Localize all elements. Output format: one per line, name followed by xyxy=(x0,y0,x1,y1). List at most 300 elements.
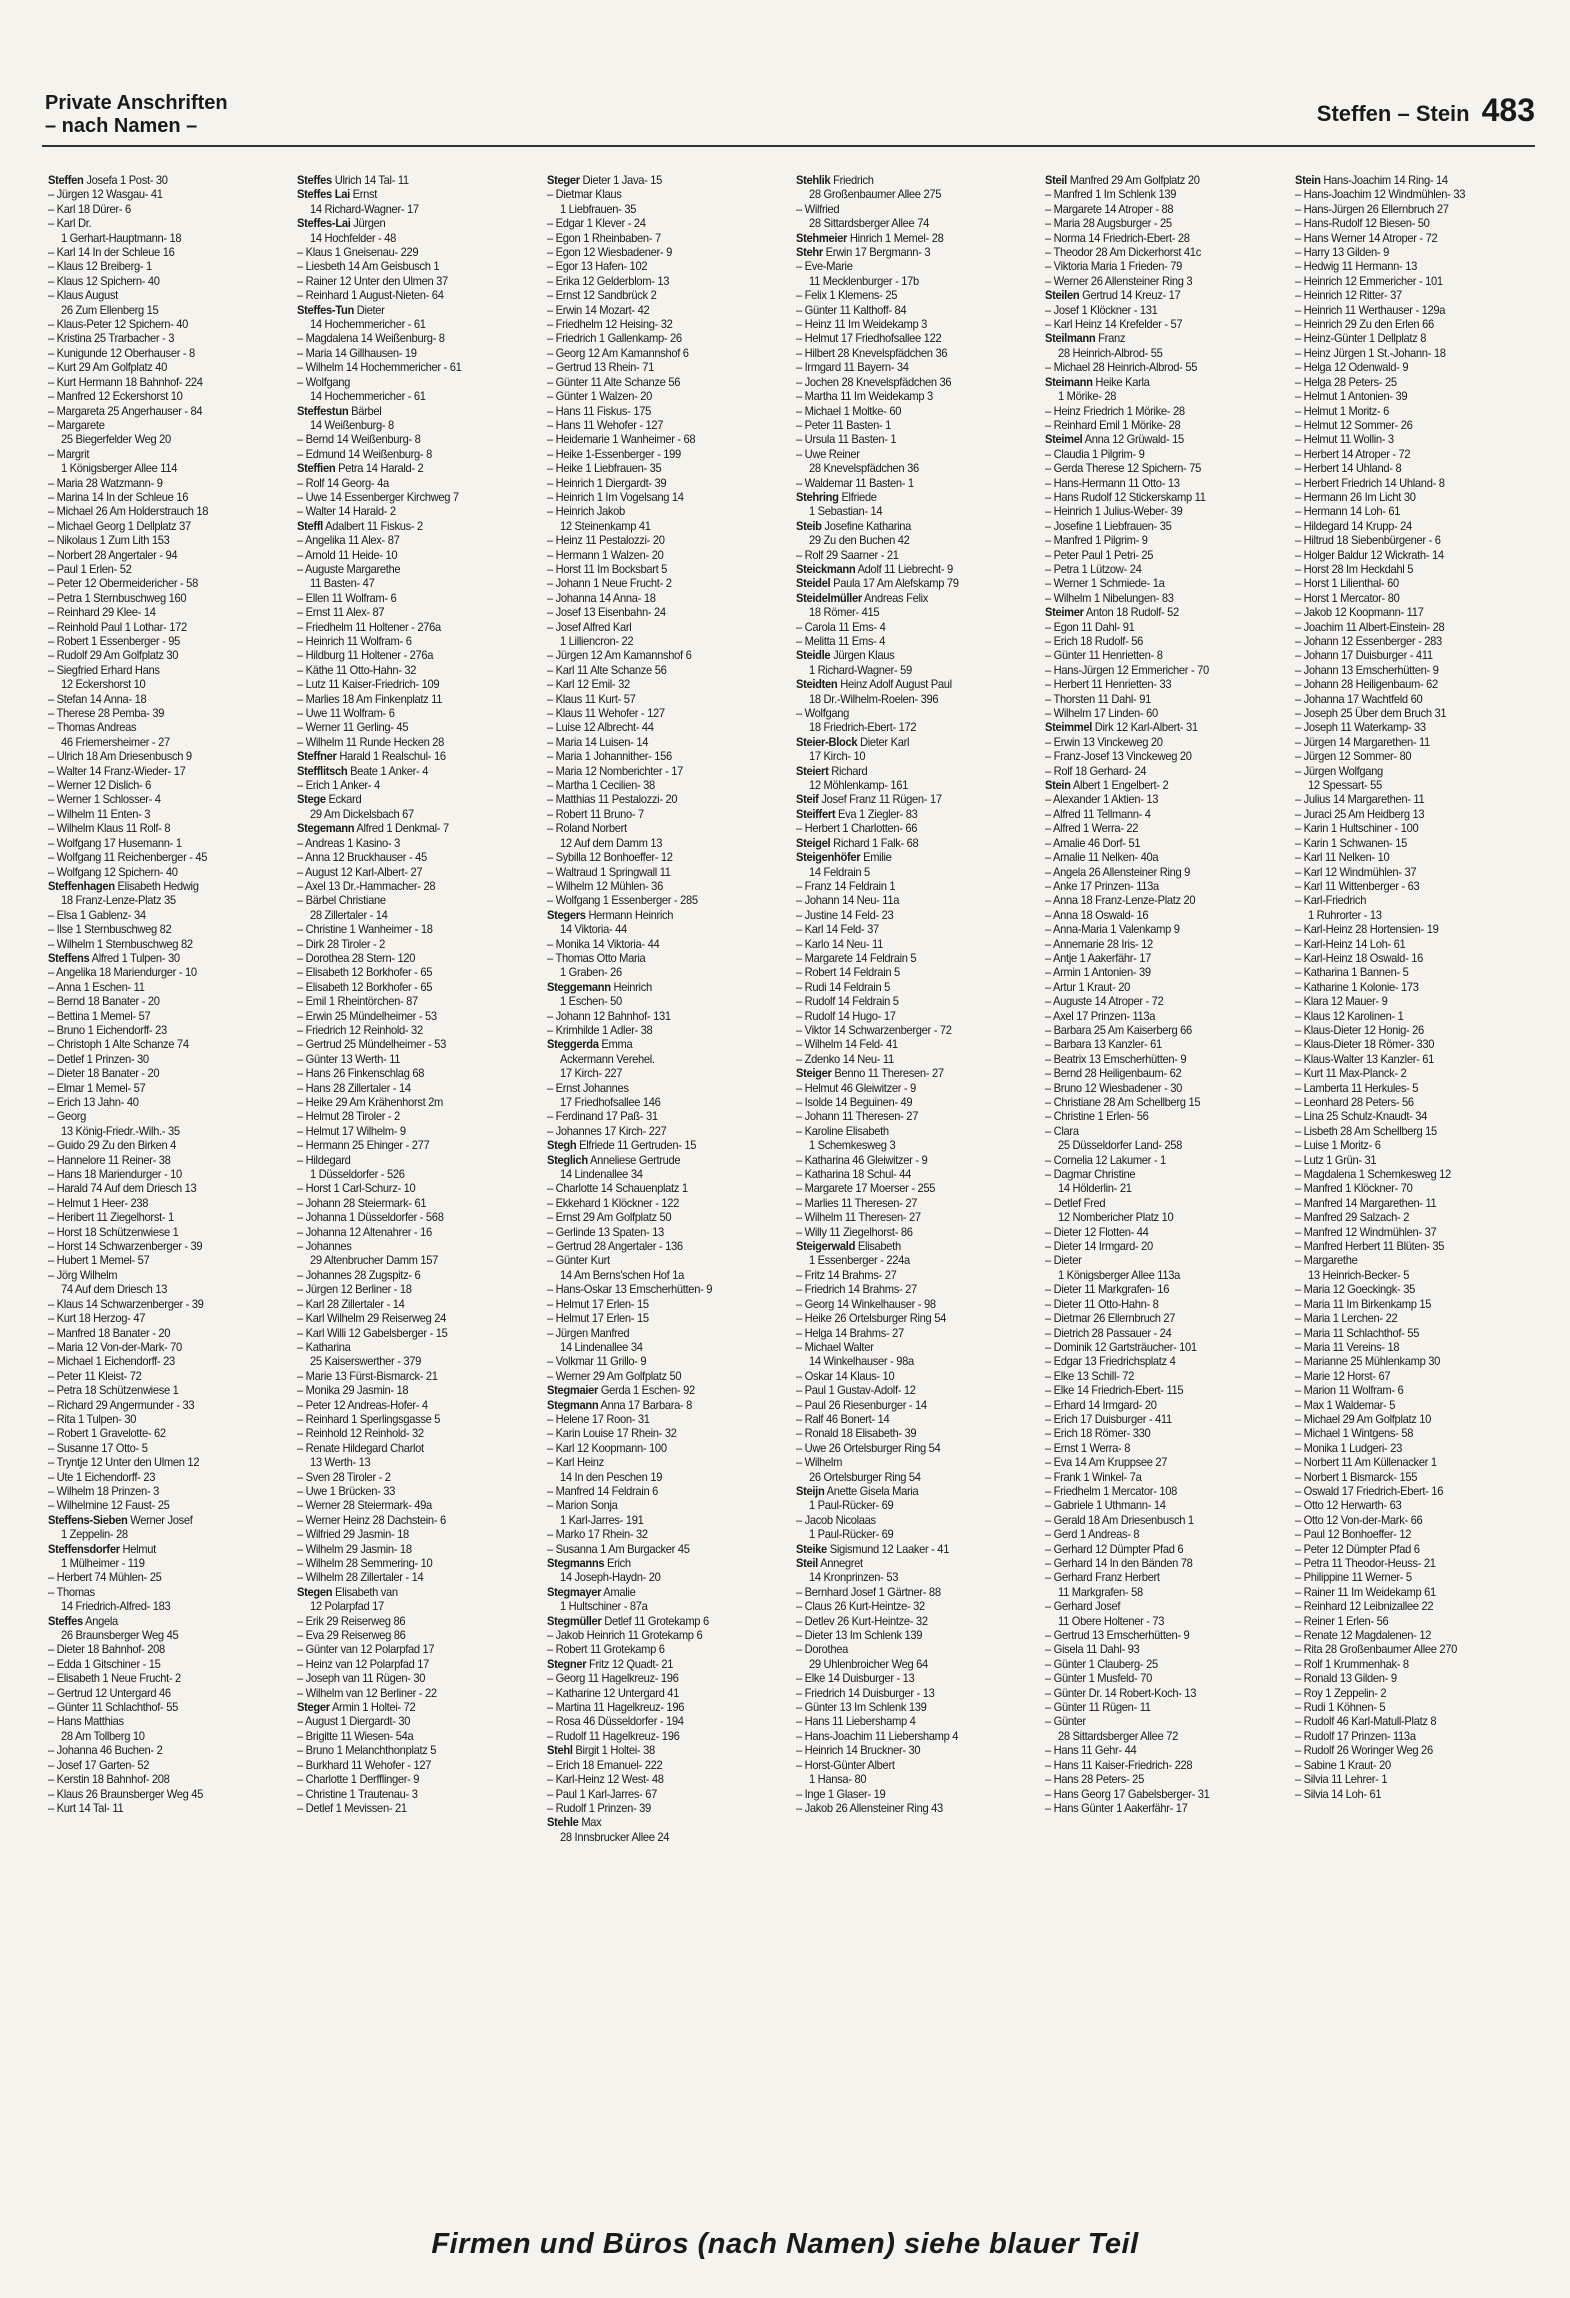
entry-text: – Amalie 46 Dorf- 51 xyxy=(1045,835,1141,850)
entry-text: Josef Franz 11 Rügen- 17 xyxy=(818,792,942,807)
directory-entry xyxy=(297,1109,523,1123)
directory-entry xyxy=(796,749,1022,763)
entry-text: – Bruno 1 Eichendorff- 23 xyxy=(48,1022,167,1037)
entry-text: – Herbert 1 Charlotten- 66 xyxy=(795,821,918,836)
directory-entry xyxy=(297,908,523,922)
surname-heading: Steglich xyxy=(546,1152,588,1167)
entry-text: – Amalie 11 Nelken- 40a xyxy=(1045,850,1159,865)
page-number: 483 xyxy=(1481,92,1535,128)
entry-text: – Hildegard 14 Krupp- 24 xyxy=(1294,518,1412,533)
directory-entry xyxy=(547,764,773,778)
directory-entry xyxy=(547,1556,773,1570)
directory-entry xyxy=(1295,749,1521,763)
directory-entry xyxy=(48,476,274,490)
directory-entry xyxy=(1295,807,1521,821)
directory-entry xyxy=(297,1340,523,1354)
directory-entry xyxy=(48,418,274,432)
entry-text: Detlef 11 Grotekamp 6 xyxy=(601,1613,709,1628)
directory-entry xyxy=(48,720,274,734)
directory-entry xyxy=(1295,1599,1521,1613)
entry-text: – Reinhard 1 Sperlingsgasse 5 xyxy=(297,1411,441,1426)
directory-entry xyxy=(1295,893,1521,907)
entry-text: – Rosa 46 Düsseldorfer - 194 xyxy=(546,1714,684,1729)
entry-text: – Gerd 1 Andreas- 8 xyxy=(1045,1527,1140,1542)
surname-heading: Steffenhagen xyxy=(48,878,115,893)
entry-text: – Bettina 1 Memel- 57 xyxy=(48,1008,151,1023)
directory-entry xyxy=(547,980,773,994)
entry-text: 11 Mecklenburger - 17b xyxy=(809,273,919,288)
directory-entry xyxy=(547,1426,773,1440)
directory-entry xyxy=(547,1570,773,1584)
entry-text: – Ernst 11 Alex- 87 xyxy=(297,605,385,620)
directory-entry xyxy=(48,749,274,763)
directory-entry xyxy=(48,1383,274,1397)
entry-text: Emma xyxy=(598,1037,633,1052)
directory-entry xyxy=(547,879,773,893)
entry-text: – Karl 14 In der Schleue 16 xyxy=(48,245,175,260)
entry-text: – Hans 11 Fiskus- 175 xyxy=(546,403,651,418)
entry-text: – Franz 14 Feldrain 1 xyxy=(795,878,896,893)
entry-text: – Peter 12 Dümpter Pfad 6 xyxy=(1294,1541,1420,1556)
directory-entry xyxy=(1045,447,1271,461)
directory-entry xyxy=(1295,922,1521,936)
directory-entry xyxy=(297,1023,523,1037)
entry-text: – Günter 11 Alte Schanze 56 xyxy=(546,374,680,389)
entry-text: – Uwe 11 Wolfram- 6 xyxy=(297,706,395,721)
directory-entry xyxy=(796,231,1022,245)
entry-text: – Krimhilde 1 Adler- 38 xyxy=(546,1022,653,1037)
surname-heading: Stein xyxy=(1294,173,1321,187)
entry-text: Hinrich 1 Memel- 28 xyxy=(847,230,944,245)
directory-entry xyxy=(796,1109,1022,1123)
directory-entry xyxy=(1045,749,1271,763)
directory-entry xyxy=(547,461,773,475)
entry-text: Dieter 1 Java- 15 xyxy=(579,173,662,187)
entry-text: – Elisabeth 12 Borkhofer - 65 xyxy=(297,979,433,994)
directory-entry xyxy=(796,1239,1022,1253)
directory-entry xyxy=(547,677,773,691)
directory-entry xyxy=(796,1787,1022,1801)
entry-text: – Wilfried 29 Jasmin- 18 xyxy=(297,1527,410,1542)
entry-text: – Maria 14 Gillhausen- 19 xyxy=(297,345,417,360)
entry-text: – Elisabeth 1 Neue Frucht- 2 xyxy=(48,1671,181,1686)
directory-entry xyxy=(48,562,274,576)
directory-entry xyxy=(297,1426,523,1440)
entry-text: – Rudolf 11 Hagelkreuz- 196 xyxy=(546,1728,680,1743)
directory-entry xyxy=(48,634,274,648)
entry-text: – Paul 1 Gustav-Adolf- 12 xyxy=(795,1383,916,1398)
directory-entry xyxy=(297,1671,523,1685)
entry-text: 18 Friedrich-Ebert- 172 xyxy=(809,720,917,735)
entry-text: – Jacob Nicolaas xyxy=(795,1512,876,1527)
directory-entry xyxy=(547,447,773,461)
entry-text: – Gerhard Josef xyxy=(1045,1599,1121,1614)
entry-text: – Josef 17 Garten- 52 xyxy=(48,1757,150,1772)
directory-entry xyxy=(796,591,1022,605)
entry-text: – Dieter 11 Otto-Hahn- 8 xyxy=(1045,1296,1159,1311)
entry-text: – Erich 18 Rudolf- 56 xyxy=(1045,634,1144,648)
entry-text: 13 Werth- 13 xyxy=(310,1455,371,1470)
entry-text: – Rudolf 17 Prinzen- 113a xyxy=(1294,1728,1416,1743)
directory-entry xyxy=(547,1081,773,1095)
directory-entry xyxy=(1295,1700,1521,1714)
directory-entry xyxy=(547,1297,773,1311)
entry-text: – Maria 28 Augsburger - 25 xyxy=(1045,216,1173,231)
directory-entry xyxy=(297,303,523,317)
directory-entry xyxy=(547,1326,773,1340)
directory-entry xyxy=(1045,1268,1271,1282)
directory-entry xyxy=(297,1498,523,1512)
directory-entry xyxy=(796,288,1022,302)
entry-text: – Viktoria Maria 1 Frieden- 79 xyxy=(1045,259,1183,274)
entry-text: – Erika 12 Gelderblom- 13 xyxy=(546,273,669,288)
surname-heading: Stehring xyxy=(795,489,839,504)
directory-entry xyxy=(48,792,274,806)
directory-entry xyxy=(1045,476,1271,490)
entry-text: 1 Mülheimer - 119 xyxy=(61,1556,145,1570)
directory-entry xyxy=(48,908,274,922)
directory-column-6 xyxy=(1295,173,1521,1844)
entry-text: – Josefine 1 Liebfrauen- 35 xyxy=(1045,518,1172,533)
directory-entry xyxy=(48,346,274,360)
entry-text: – Michael 28 Heinrich-Albrod- 55 xyxy=(1045,360,1198,375)
entry-text: – Joseph 25 Über dem Bruch 31 xyxy=(1294,706,1446,721)
entry-text: – Friedrich 14 Duisburger - 13 xyxy=(795,1685,935,1700)
directory-entry xyxy=(547,1585,773,1599)
directory-entry xyxy=(796,1066,1022,1080)
entry-text: – Helmut 17 Erlen- 15 xyxy=(546,1296,649,1311)
directory-entry xyxy=(48,764,274,778)
directory-entry xyxy=(796,1369,1022,1383)
entry-text: – Heinz 11 Im Weidekamp 3 xyxy=(795,317,928,332)
entry-text: – Lutz 11 Kaiser-Friedrich- 109 xyxy=(297,677,440,692)
entry-text: – Eva 14 Am Kruppsee 27 xyxy=(1045,1455,1168,1470)
entry-text: – Rita 1 Tulpen- 30 xyxy=(48,1411,137,1426)
entry-text: – Heike 29 Am Krähenhorst 2m xyxy=(297,1095,444,1109)
directory-entry xyxy=(796,1340,1022,1354)
directory-entry xyxy=(1295,1484,1521,1498)
entry-text: 1 Sebastian- 14 xyxy=(809,504,883,519)
entry-text: – Karl Heinz xyxy=(546,1455,604,1470)
entry-text: – Reinhold 12 Reinhold- 32 xyxy=(297,1426,425,1441)
directory-entry xyxy=(1045,375,1271,389)
directory-entry xyxy=(1295,202,1521,216)
directory-entry xyxy=(547,634,773,648)
directory-entry xyxy=(547,1066,773,1080)
directory-entry xyxy=(547,850,773,864)
directory-entry xyxy=(1045,519,1271,533)
surname-heading: Stehl xyxy=(546,1743,573,1758)
entry-text: – Wilfried xyxy=(795,201,840,216)
directory-entry xyxy=(547,1513,773,1527)
directory-entry xyxy=(1045,879,1271,893)
directory-entry xyxy=(1045,850,1271,864)
entry-text: – Maria 11 Im Birkenkamp 15 xyxy=(1294,1296,1431,1311)
entry-text: Alfred 1 Tulpen- 30 xyxy=(89,950,180,965)
surname-heading: Steib xyxy=(795,518,822,533)
directory-entry xyxy=(796,1426,1022,1440)
directory-entry xyxy=(1295,850,1521,864)
entry-text: – Justine 14 Feld- 23 xyxy=(795,907,894,922)
entry-text: – Erich 18 Emanuel- 222 xyxy=(546,1757,663,1772)
directory-entry xyxy=(1045,922,1271,936)
directory-entry xyxy=(547,1225,773,1239)
entry-text: – Maria 1 Johannither- 156 xyxy=(546,749,672,764)
entry-text: Werner Josef xyxy=(127,1512,193,1527)
name-range: Steffen – Stein xyxy=(1316,101,1470,126)
entry-text: – Anna 12 Bruckhauser - 45 xyxy=(297,850,428,865)
entry-text: 1 Hansa- 80 xyxy=(809,1772,867,1787)
directory-entry xyxy=(1295,1369,1521,1383)
directory-entry xyxy=(547,720,773,734)
entry-text: Gertrud 14 Kreuz- 17 xyxy=(1079,288,1181,303)
entry-text: – Heinrich 11 Werthauser - 129a xyxy=(1294,302,1445,317)
directory-entry xyxy=(1295,576,1521,590)
entry-text: – Luise 1 Moritz- 6 xyxy=(1294,1138,1381,1153)
entry-text: – Monika 1 Ludgeri- 23 xyxy=(1294,1440,1402,1455)
surname-heading: Steier-Block xyxy=(795,734,858,749)
directory-entry xyxy=(48,245,274,259)
entry-text: – Claus 26 Kurt-Heintze- 32 xyxy=(795,1599,925,1614)
entry-text: – Karl-Heinz 12 West- 48 xyxy=(546,1772,664,1787)
entry-text: – Karl-Heinz 28 Hortensien- 19 xyxy=(1294,922,1439,937)
entry-text: – Dieter 12 Flotten- 44 xyxy=(1045,1224,1149,1239)
directory-entry xyxy=(297,432,523,446)
surname-heading: Steidle xyxy=(795,648,831,663)
entry-text: – August 12 Karl-Albert- 27 xyxy=(297,864,423,879)
entry-text: – Heinrich 14 Bruckner- 30 xyxy=(795,1743,921,1758)
directory-entry xyxy=(1295,764,1521,778)
entry-text: 12 Steinenkamp 41 xyxy=(559,518,651,533)
directory-entry xyxy=(1295,187,1521,201)
entry-text: – Paul 1 Erlen- 52 xyxy=(48,561,132,576)
entry-text: – Wolfgang 11 Reichenberger - 45 xyxy=(48,850,208,865)
directory-entry xyxy=(297,1225,523,1239)
surname-heading: Steil xyxy=(795,1556,818,1570)
entry-text: – Hans Werner 14 Atroper - 72 xyxy=(1294,230,1437,245)
directory-entry xyxy=(297,980,523,994)
directory-entry xyxy=(48,663,274,677)
directory-entry xyxy=(48,490,274,504)
entry-text: – Jakob 12 Koopmann- 117 xyxy=(1294,605,1424,620)
directory-column-1 xyxy=(48,173,274,1844)
entry-text: – Horst 14 Schwarzenberger - 39 xyxy=(48,1239,203,1254)
entry-text: Anna 17 Barbara- 8 xyxy=(598,1397,692,1412)
directory-entry xyxy=(796,1354,1022,1368)
directory-entry xyxy=(297,850,523,864)
surname-heading: Steidten xyxy=(795,677,838,692)
entry-text: – Marie 13 Fürst-Bismarck- 21 xyxy=(297,1368,438,1383)
entry-text: 14 Am Berns'schen Hof 1a xyxy=(559,1267,684,1282)
directory-entry xyxy=(297,1801,523,1815)
directory-entry xyxy=(1295,792,1521,806)
directory-entry xyxy=(297,1714,523,1728)
entry-text: – Günter 13 Werth- 11 xyxy=(297,1051,401,1066)
entry-text: – Michael Walter xyxy=(795,1339,874,1354)
entry-text: – Magdalena 1 Schemkesweg 12 xyxy=(1294,1167,1451,1182)
directory-entry xyxy=(547,605,773,619)
entry-text: – Günter xyxy=(1045,1714,1087,1729)
directory-entry xyxy=(1295,1542,1521,1556)
entry-text: – Katharina 46 Gleiwitzer - 9 xyxy=(795,1152,928,1167)
entry-text: – Wolfgang xyxy=(795,706,849,721)
directory-entry xyxy=(1295,620,1521,634)
directory-entry xyxy=(796,404,1022,418)
entry-text: – Wolfgang xyxy=(297,374,351,389)
directory-entry xyxy=(48,1297,274,1311)
directory-entry xyxy=(1295,634,1521,648)
directory-entry xyxy=(1045,216,1271,230)
directory-entry xyxy=(48,1441,274,1455)
entry-text: – Heinrich 1 Julius-Weber- 39 xyxy=(1045,504,1183,519)
entry-text: – Hans Günter 1 Aakerfähr- 17 xyxy=(1045,1800,1188,1815)
entry-text: – Johanna 14 Anna- 18 xyxy=(546,590,656,605)
directory-entry xyxy=(48,375,274,389)
entry-text: 13 Heinrich-Becker- 5 xyxy=(1307,1267,1409,1282)
entry-text: – Jürgen 12 Sommer- 80 xyxy=(1294,749,1411,764)
directory-entry xyxy=(297,1282,523,1296)
directory-entry xyxy=(1295,1282,1521,1296)
entry-text: – Friedrich 12 Reinhold- 32 xyxy=(297,1022,424,1037)
entry-text: – Helmut 17 Friedhofsallee 122 xyxy=(795,331,942,346)
directory-entry xyxy=(1045,648,1271,662)
directory-entry xyxy=(547,1758,773,1772)
entry-text: Annegret xyxy=(817,1556,863,1570)
directory-entry xyxy=(1045,807,1271,821)
surname-heading: Steffes-Lai xyxy=(297,216,351,231)
entry-text: – Rudolf 1 Prinzen- 39 xyxy=(546,1800,651,1815)
directory-entry xyxy=(547,274,773,288)
entry-text: 1 Ruhrorter - 13 xyxy=(1307,907,1382,922)
directory-entry xyxy=(547,1686,773,1700)
entry-text: – Gerda Therese 12 Spichern- 75 xyxy=(1045,461,1202,476)
directory-entry xyxy=(297,663,523,677)
directory-entry xyxy=(1295,908,1521,922)
entry-text: – Horst 18 Schützenwiese 1 xyxy=(48,1224,179,1239)
entry-text: – Karl 11 Wittenberger - 63 xyxy=(1294,878,1420,893)
directory-entry xyxy=(796,1167,1022,1181)
directory-entry xyxy=(1295,259,1521,273)
entry-text: – Armin 1 Antonien- 39 xyxy=(1045,965,1152,980)
entry-text: – Eva 29 Reiserweg 86 xyxy=(297,1628,406,1643)
entry-text: – Jochen 28 Knevelspfädchen 36 xyxy=(795,374,952,389)
directory-entry xyxy=(297,1167,523,1181)
directory-entry xyxy=(1045,1441,1271,1455)
directory-entry xyxy=(796,922,1022,936)
directory-entry xyxy=(48,1801,274,1815)
directory-entry xyxy=(1295,245,1521,259)
entry-text: – Franz-Josef 13 Vinckeweg 20 xyxy=(1045,749,1193,764)
entry-text: – Jürgen 12 Wasgau- 41 xyxy=(48,187,163,202)
entry-text: – Peter 11 Kleist- 72 xyxy=(48,1368,142,1383)
directory-entry xyxy=(547,807,773,821)
entry-text: – Petra 18 Schützenwiese 1 xyxy=(48,1383,179,1398)
directory-entry xyxy=(1295,1340,1521,1354)
entry-text: 1 Hultschiner - 87a xyxy=(559,1599,648,1614)
directory-entry xyxy=(297,346,523,360)
directory-entry xyxy=(48,1455,274,1469)
entry-text: – Gertrud 28 Angertaler - 136 xyxy=(546,1239,683,1254)
entry-text: – Bernd 14 Weißenburg- 8 xyxy=(297,432,421,447)
entry-text: – Klaus-Dieter 12 Honig- 26 xyxy=(1294,1022,1424,1037)
entry-text: – Werner 28 Steiermark- 49a xyxy=(297,1498,433,1513)
entry-text: – Matthias 11 Pestalozzi- 20 xyxy=(546,792,677,807)
directory-entry xyxy=(1295,1498,1521,1512)
directory-entry xyxy=(1045,735,1271,749)
entry-text: – Karoline Elisabeth xyxy=(795,1123,889,1138)
directory-entry xyxy=(547,1642,773,1656)
directory-entry xyxy=(1295,1138,1521,1152)
entry-text: 14 Winkelhauser - 98a xyxy=(809,1354,914,1369)
entry-text: – Hermann 14 Loh- 61 xyxy=(1294,504,1400,519)
directory-entry xyxy=(48,1138,274,1152)
directory-entry xyxy=(547,1830,773,1844)
directory-entry xyxy=(48,879,274,893)
directory-entry xyxy=(1045,1369,1271,1383)
directory-entry xyxy=(48,519,274,533)
directory-entry xyxy=(547,432,773,446)
directory-column-3 xyxy=(547,173,773,1844)
entry-text: 14 Lindenallee 34 xyxy=(559,1339,643,1354)
directory-entry xyxy=(796,432,1022,446)
directory-entry xyxy=(547,1542,773,1556)
directory-entry xyxy=(547,504,773,518)
entry-text: – Arnold 11 Heide- 10 xyxy=(297,547,398,562)
surname-heading: Steger xyxy=(297,1700,331,1715)
entry-text: – Georg 14 Winkelhauser - 98 xyxy=(795,1296,936,1311)
directory-entry xyxy=(547,1138,773,1152)
directory-entry xyxy=(1045,706,1271,720)
entry-text: – Anna 1 Eschen- 11 xyxy=(48,979,145,994)
entry-text: – Christine 1 Trautenau- 3 xyxy=(297,1786,418,1801)
surname-heading: Stegner xyxy=(546,1656,586,1671)
entry-text: – Heinz 11 Pestalozzi- 20 xyxy=(546,533,665,548)
directory-entry xyxy=(547,591,773,605)
entry-text: Heike Karla xyxy=(1092,374,1150,389)
directory-entry xyxy=(1045,605,1271,619)
entry-text: Armin 1 Holtei- 72 xyxy=(330,1700,416,1715)
entry-text: – Elke 13 Schill- 72 xyxy=(1045,1368,1135,1383)
entry-text: – Richard 29 Angermunder - 33 xyxy=(48,1397,195,1412)
entry-text: – Thomas xyxy=(48,1584,95,1599)
entry-text: Jürgen Klaus xyxy=(830,648,895,663)
directory-entry xyxy=(48,865,274,879)
directory-entry xyxy=(48,951,274,965)
directory-entry xyxy=(1295,591,1521,605)
directory-entry xyxy=(1045,1023,1271,1037)
directory-entry xyxy=(48,836,274,850)
entry-text: – Beatrix 13 Emscherhütten- 9 xyxy=(1045,1051,1187,1066)
entry-text: – Hedwig 11 Hermann- 13 xyxy=(1294,259,1417,274)
directory-entry xyxy=(1045,1052,1271,1066)
entry-text: 12 Nombericher Platz 10 xyxy=(1058,1210,1174,1225)
entry-text: 1 Lilliencron- 22 xyxy=(559,634,633,648)
directory-entry xyxy=(297,1527,523,1541)
entry-text: – Reiner 1 Erlen- 56 xyxy=(1294,1613,1389,1628)
entry-text: – Georg xyxy=(48,1109,87,1124)
entry-text: Amalie xyxy=(600,1584,636,1599)
entry-text: – Hans 28 Zillertaler - 14 xyxy=(297,1080,412,1095)
directory-entry xyxy=(297,389,523,403)
entry-text: – Heinz-Günter 1 Dellplatz 8 xyxy=(1294,331,1426,346)
entry-text: – Margarete xyxy=(48,417,105,432)
entry-text: – Paul 1 Karl-Jarres- 67 xyxy=(546,1786,657,1801)
directory-entry xyxy=(1045,634,1271,648)
entry-text: Ackermann Verehel. xyxy=(559,1051,655,1066)
entry-text: – Ulrich 18 Am Driesenbusch 9 xyxy=(48,749,192,764)
entry-text: – Lutz 1 Grün- 31 xyxy=(1294,1152,1376,1167)
directory-entry xyxy=(796,1729,1022,1743)
